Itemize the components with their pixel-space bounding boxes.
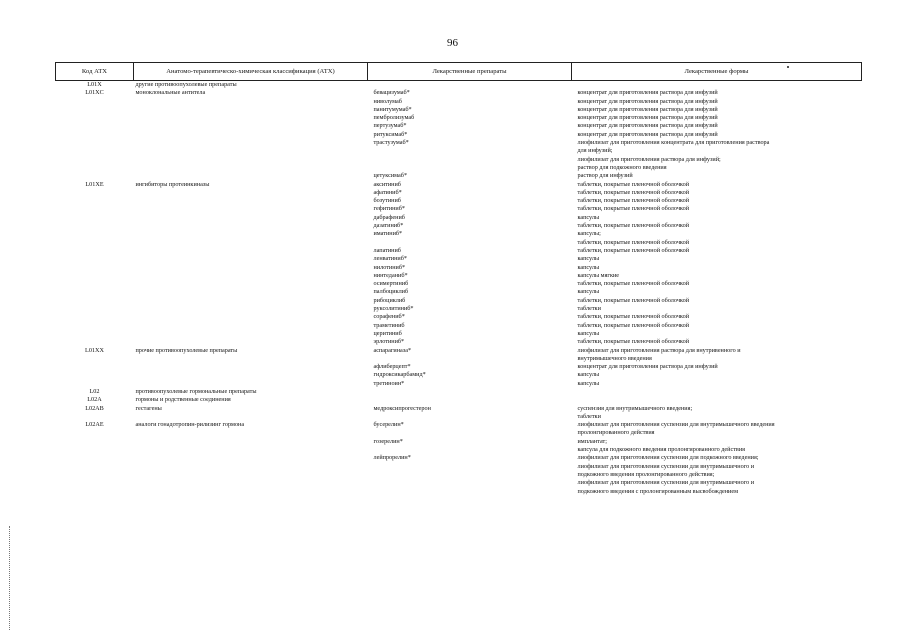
cell-drug: ленватиниб* — [373, 255, 407, 263]
cell-code — [56, 322, 134, 330]
cell-code — [56, 413, 134, 421]
cell-classification: противоопухолевые гормональные препараты — [135, 387, 257, 395]
cell-classification — [134, 463, 368, 471]
cell-form: капсулы — [577, 213, 600, 221]
cell-classification — [134, 488, 368, 496]
cell-drug: бусерелин* — [373, 421, 404, 429]
cell-classification — [134, 239, 368, 247]
cell-drug — [368, 471, 572, 479]
cell-drug: афатиниб* — [373, 188, 402, 196]
cell-form: капсулы — [577, 288, 600, 296]
cell-code — [56, 106, 134, 114]
table-row — [56, 189, 862, 197]
cell-classification — [134, 338, 368, 346]
cell-code: L01XX — [85, 346, 104, 354]
cell-form: лиофилизат для приготовления суспензии для внутримышечного и — [577, 462, 755, 470]
atx-table — [55, 62, 862, 496]
cell-code — [56, 264, 134, 272]
cell-code: L02A — [87, 396, 102, 404]
cell-classification — [134, 147, 368, 155]
cell-classification — [134, 446, 368, 454]
cell-classification — [134, 471, 368, 479]
page-number: 96 — [447, 37, 458, 49]
cell-classification: гормоны и родственные соединения — [135, 396, 231, 404]
cell-code — [56, 438, 134, 446]
cell-code — [56, 330, 134, 338]
cell-code — [56, 338, 134, 346]
cell-classification — [134, 172, 368, 180]
cell-code — [56, 214, 134, 222]
cell-code: L01XC — [85, 89, 104, 97]
cell-code — [56, 172, 134, 180]
cell-code — [56, 189, 134, 197]
table-row — [56, 197, 862, 205]
cell-drug: палбоциклиб — [373, 288, 409, 296]
cell-classification — [134, 214, 368, 222]
cell-classification — [134, 272, 368, 280]
cell-classification — [134, 131, 368, 139]
header-code: Код АТХ — [56, 63, 134, 81]
table-row — [56, 421, 862, 429]
table-row — [56, 438, 862, 446]
table-row — [56, 371, 862, 379]
table-row — [56, 330, 862, 338]
cell-classification — [134, 156, 368, 164]
cell-code — [56, 164, 134, 172]
cell-code — [56, 479, 134, 487]
cell-classification: гестагены — [135, 404, 162, 412]
cell-classification: другие противоопухолевые препараты — [135, 81, 237, 88]
cell-drug: пембролизумаб — [373, 114, 415, 122]
table-row — [56, 479, 862, 487]
cell-code — [56, 98, 134, 106]
table-row — [56, 280, 862, 288]
cell-form: концентрат для приготовления раствора для инфузий — [577, 363, 718, 371]
cell-form: таблетки, покрытые пленочной оболочкой — [577, 238, 690, 246]
cell-form: таблетки, покрытые пленочной оболочкой — [577, 222, 690, 230]
table-row — [56, 405, 862, 413]
cell-drug: панитумумаб* — [373, 105, 412, 113]
cell-form: для инфузий; — [577, 147, 613, 155]
cell-form: таблетки, покрытые пленочной оболочкой — [577, 280, 690, 288]
table-row — [56, 147, 862, 155]
header-forms: Лекарственные формы — [572, 63, 862, 81]
cell-form: таблетки, покрытые пленочной оболочкой — [577, 246, 690, 254]
cell-drug: осимертиниб — [373, 280, 409, 288]
cell-form: раствор для подкожного введения — [577, 163, 667, 171]
cell-form: лиофилизат для приготовления концентрата для приготовления раствора — [577, 139, 770, 147]
cell-form: суспензия для внутримышечного введения; — [577, 404, 693, 412]
table-row — [56, 396, 862, 404]
cell-form: лиофилизат для приготовления суспензии для внутримышечного и — [577, 479, 755, 487]
table-row — [56, 164, 862, 172]
cell-classification: ингибиторы протеинкиназы — [135, 180, 210, 188]
cell-form — [572, 388, 862, 396]
cell-classification — [134, 264, 368, 272]
table-row — [56, 471, 862, 479]
table-row — [56, 139, 862, 147]
cell-form: таблетки — [577, 305, 601, 313]
table-row — [56, 172, 862, 180]
cell-form: таблетки, покрытые пленочной оболочкой — [577, 313, 690, 321]
cell-drug: ритуксимаб* — [373, 130, 408, 138]
margin-marks — [9, 526, 12, 630]
cell-code — [56, 230, 134, 238]
table-row — [56, 114, 862, 122]
cell-classification — [134, 197, 368, 205]
cell-code — [56, 197, 134, 205]
table-row — [56, 429, 862, 437]
cell-form: лиофилизат для приготовления суспензии для внутримышечного введения — [577, 421, 775, 429]
cell-code — [56, 363, 134, 371]
cell-form: концентрат для приготовления раствора для инфузий — [577, 89, 718, 97]
cell-drug: руксолитиниб* — [373, 305, 414, 313]
table-row — [56, 347, 862, 355]
cell-form: капсула для подкожного введения пролонгированного действия — [577, 446, 745, 454]
table-header — [56, 63, 862, 81]
cell-code — [56, 114, 134, 122]
table-row — [56, 131, 862, 139]
cell-code: L01XE — [85, 180, 104, 188]
cell-code — [56, 272, 134, 280]
table-row — [56, 322, 862, 330]
table-row — [56, 305, 862, 313]
cell-drug — [368, 147, 572, 155]
cell-form: подкожного введения пролонгированного действия; — [577, 470, 715, 478]
cell-form: лиофилизат для приготовления раствора для внутривенного и — [577, 346, 741, 354]
table-row — [56, 98, 862, 106]
cell-classification — [134, 429, 368, 437]
cell-code — [56, 122, 134, 130]
cell-drug: лапатиниб — [373, 246, 401, 254]
cell-code — [56, 297, 134, 305]
cell-drug — [368, 488, 572, 496]
table-row — [56, 338, 862, 346]
cell-form: концентрат для приготовления раствора для инфузий — [577, 130, 718, 138]
cell-classification — [134, 205, 368, 213]
cell-form: таблетки — [577, 412, 601, 420]
cell-code — [56, 488, 134, 496]
cell-drug — [368, 164, 572, 172]
cell-form: таблетки, покрытые пленочной оболочкой — [577, 197, 690, 205]
cell-code: L02 — [89, 387, 100, 395]
table-row — [56, 272, 862, 280]
cell-code — [56, 429, 134, 437]
cell-drug — [368, 355, 572, 363]
table-row — [56, 156, 862, 164]
cell-form: таблетки, покрытые пленочной оболочкой — [577, 180, 690, 188]
cell-classification — [134, 189, 368, 197]
cell-code — [56, 305, 134, 313]
cell-classification — [134, 363, 368, 371]
cell-classification — [134, 114, 368, 122]
table-row — [56, 239, 862, 247]
cell-code — [56, 156, 134, 164]
cell-code — [56, 463, 134, 471]
cell-form: лиофилизат для приготовления раствора для инфузий; — [577, 155, 721, 163]
cell-code — [56, 288, 134, 296]
cell-classification: моноклональные антитела — [135, 89, 206, 97]
cell-classification — [134, 330, 368, 338]
cell-drug — [368, 388, 572, 396]
cell-drug — [368, 156, 572, 164]
cell-code — [56, 239, 134, 247]
cell-drug — [368, 463, 572, 471]
table-row — [56, 222, 862, 230]
cell-form: концентрат для приготовления раствора для инфузий — [577, 122, 718, 130]
table-row — [56, 413, 862, 421]
cell-form: таблетки, покрытые пленочной оболочкой — [577, 205, 690, 213]
cell-classification — [134, 247, 368, 255]
cell-classification — [134, 438, 368, 446]
cell-form: подкожного введения с пролонгированным высвобождением — [577, 487, 738, 495]
cell-drug: эрлотиниб* — [373, 338, 405, 346]
cell-code — [56, 139, 134, 147]
table-row — [56, 297, 862, 305]
cell-code — [56, 222, 134, 230]
cell-drug: гозерелин* — [373, 437, 403, 445]
cell-classification — [134, 98, 368, 106]
table-row — [56, 230, 862, 238]
header-classification: Анатомо-терапевтическо-химическая классификация (АТХ) — [134, 63, 368, 81]
cell-drug — [368, 429, 572, 437]
cell-classification — [134, 230, 368, 238]
table-row — [56, 388, 862, 396]
cell-drug: бевацизумаб* — [373, 89, 410, 97]
cell-classification — [134, 313, 368, 321]
cell-drug — [368, 446, 572, 454]
cell-classification — [134, 322, 368, 330]
table-row — [56, 380, 862, 388]
cell-code: L02AB — [85, 404, 104, 412]
cell-code — [56, 247, 134, 255]
cell-drug: бозутиниб — [373, 197, 401, 205]
table-row — [56, 81, 862, 90]
cell-code — [56, 355, 134, 363]
table-row — [56, 264, 862, 272]
cell-code — [56, 205, 134, 213]
cell-form: концентрат для приготовления раствора для инфузий — [577, 97, 718, 105]
table-row — [56, 463, 862, 471]
table-row — [56, 488, 862, 496]
cell-drug: церитиниб — [373, 329, 402, 337]
cell-classification — [134, 371, 368, 379]
cell-drug: акситиниб — [373, 180, 401, 188]
table-row — [56, 214, 862, 222]
cell-form — [572, 396, 862, 404]
cell-drug: цетуксимаб* — [373, 172, 408, 180]
table-row — [56, 106, 862, 114]
cell-code — [56, 280, 134, 288]
table-row — [56, 355, 862, 363]
cell-drug: сорафениб* — [373, 313, 405, 321]
cell-classification — [134, 122, 368, 130]
cell-drug: рибоциклиб — [373, 296, 406, 304]
cell-form: раствор для инфузий — [577, 172, 633, 180]
header-drugs: Лекарственные препараты — [368, 63, 572, 81]
cell-classification: аналоги гонадотропин-рилизинг гормона — [135, 421, 245, 429]
cell-form: таблетки, покрытые пленочной оболочкой — [577, 188, 690, 196]
cell-classification — [134, 297, 368, 305]
cell-code: L02AE — [85, 421, 104, 429]
cell-drug: аспарагиназа* — [373, 346, 412, 354]
cell-drug: дабрафениб — [373, 213, 405, 221]
cell-drug: гефитиниб* — [373, 205, 405, 213]
table-row — [56, 313, 862, 321]
table-row — [56, 89, 862, 97]
cell-form: таблетки, покрытые пленочной оболочкой — [577, 321, 690, 329]
cell-form: пролонгированного действия — [577, 429, 655, 437]
table-row — [56, 363, 862, 371]
cell-code — [56, 380, 134, 388]
cell-form: концентрат для приготовления раствора для инфузий — [577, 105, 718, 113]
cell-code — [56, 255, 134, 263]
cell-drug: нинтеданиб* — [373, 271, 408, 279]
table-row — [56, 454, 862, 462]
cell-drug — [368, 413, 572, 421]
cell-form: таблетки, покрытые пленочной оболочкой — [577, 296, 690, 304]
table-row — [56, 255, 862, 263]
cell-code — [56, 471, 134, 479]
cell-classification — [134, 139, 368, 147]
cell-code — [56, 147, 134, 155]
cell-form: капсулы — [577, 255, 600, 263]
cell-form: капсулы — [577, 329, 600, 337]
cell-drug: медроксипрогестерон — [373, 404, 431, 412]
cell-code: L01X — [87, 81, 102, 88]
scan-artifact — [787, 66, 789, 68]
cell-form: концентрат для приготовления раствора для инфузий — [577, 114, 718, 122]
cell-drug: лейпрорелин* — [373, 454, 411, 462]
cell-classification — [134, 106, 368, 114]
cell-classification — [134, 280, 368, 288]
cell-form: внутримышечного введения — [577, 354, 652, 362]
table-row — [56, 446, 862, 454]
cell-drug: ниволумаб — [373, 97, 402, 105]
cell-drug: пертузумаб* — [373, 122, 407, 130]
cell-classification — [134, 288, 368, 296]
cell-form: таблетки, покрытые пленочной оболочкой — [577, 338, 690, 346]
cell-code — [56, 446, 134, 454]
cell-drug — [368, 479, 572, 487]
cell-drug — [368, 239, 572, 247]
cell-form: капсулы — [577, 263, 600, 271]
cell-form: капсулы — [577, 371, 600, 379]
cell-form — [572, 81, 862, 90]
cell-code — [56, 371, 134, 379]
cell-drug: гидроксикарбамид* — [373, 371, 426, 379]
cell-drug: нилотиниб* — [373, 263, 406, 271]
cell-drug: иматиниб* — [373, 230, 403, 238]
table-row — [56, 205, 862, 213]
cell-code — [56, 131, 134, 139]
cell-classification — [134, 164, 368, 172]
cell-form: капсулы — [577, 379, 600, 387]
cell-classification — [134, 454, 368, 462]
cell-drug: афлиберцепт* — [373, 363, 411, 371]
cell-drug: трастузумаб* — [373, 139, 409, 147]
cell-code — [56, 313, 134, 321]
cell-classification: прочие противоопухолевые препараты — [135, 346, 238, 354]
cell-form: имплантат; — [577, 437, 607, 445]
cell-classification — [134, 380, 368, 388]
table-row — [56, 181, 862, 189]
cell-classification — [134, 222, 368, 230]
cell-classification — [134, 305, 368, 313]
cell-classification — [134, 355, 368, 363]
cell-drug — [368, 396, 572, 404]
cell-form: капсулы; — [577, 230, 601, 238]
table-row — [56, 288, 862, 296]
cell-classification — [134, 413, 368, 421]
cell-drug: дазатиниб* — [373, 222, 404, 230]
cell-drug — [368, 81, 572, 90]
cell-form: лиофилизат для приготовления суспензии для подкожного введения; — [577, 454, 759, 462]
cell-code — [56, 454, 134, 462]
cell-drug: третиноин* — [373, 379, 405, 387]
table-row — [56, 247, 862, 255]
table-body — [56, 81, 862, 496]
table-row — [56, 122, 862, 130]
cell-classification — [134, 255, 368, 263]
cell-classification — [134, 479, 368, 487]
cell-form: капсулы мягкие — [577, 271, 620, 279]
cell-drug: траметиниб — [373, 321, 405, 329]
